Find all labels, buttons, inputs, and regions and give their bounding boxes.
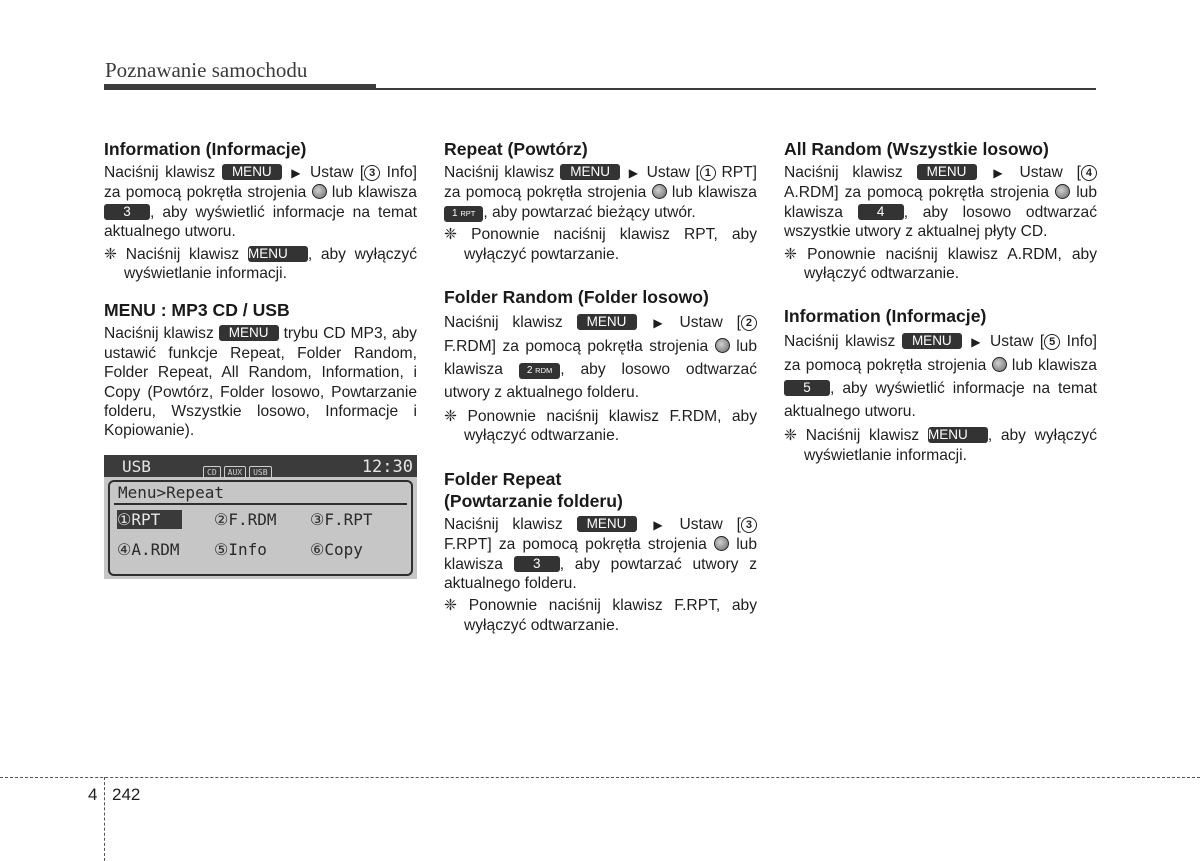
section-folder-random — [444, 286, 757, 446]
circled-number-icon: 3 — [364, 165, 380, 181]
menu-key: MENU — [222, 164, 282, 180]
tuning-knob-icon — [715, 338, 730, 353]
menu-key: MENU — [902, 333, 962, 349]
screen-option-rpt: ①RPT — [117, 510, 182, 529]
section-body: Naciśnij klawisz MENU ▶ Ustaw [ 2 F.RDM] za pomocą pokrętła strojenia lub klawisza 2 RDM , aby losowo odtwarzać utwory z aktualnego folderu. — [444, 314, 758, 402]
footer-dashed-rule — [0, 777, 1200, 778]
note: ❈ Naciśnij klawisz MENU , aby wyłączyć wyświetlanie informacji. — [104, 245, 417, 283]
circled-number-icon: 4 — [1081, 165, 1097, 181]
key-1-rpt: 1 RPT — [444, 206, 483, 222]
section-title: Information (Informacje) — [784, 306, 987, 327]
section-repeat — [444, 138, 757, 264]
section-folder-repeat — [444, 468, 757, 635]
circled-number-icon: 2 — [741, 315, 757, 331]
arrow-right-icon: ▶ — [653, 316, 663, 331]
section-title: Folder Random (Folder losowo) — [444, 287, 709, 308]
arrow-right-icon: ▶ — [653, 517, 663, 532]
section-information — [784, 305, 1097, 465]
section-body: Naciśnij klawisz MENU trybu CD MP3, aby ustawić funkcje Repeat, Folder Random, Folder Repeat, All Random, Information, i Copy (Powtórz, Folder losowo, Powtarzanie folderu, Wszystkie losowo, Informacje i Kopiowanie). — [104, 325, 417, 440]
badge-usb: USB — [249, 466, 271, 479]
section-body: Naciśnij klawisz MENU ▶ Ustaw [ 3 Info] za pomocą pokrętła strojenia lub klawisza 3 , aby wyświetlić informacje na temat aktualnego utworu. — [104, 164, 417, 241]
screen-menu-heading: Menu>Repeat — [118, 483, 224, 502]
menu-key: MENU — [248, 246, 308, 262]
section-title: Information (Informacje) — [104, 139, 307, 159]
note: ❈ Ponownie naciśnij klawisz A.RDM, aby wyłączyć odtwarzanie. — [784, 245, 1097, 283]
menu-key: MENU — [917, 164, 977, 180]
section-menu-mp3 — [104, 299, 417, 440]
column-1 — [104, 138, 417, 441]
circled-number-icon: 5 — [1044, 334, 1060, 350]
tuning-knob-icon — [1055, 184, 1070, 199]
note: ❈ Ponownie naciśnij klawisz RPT, aby wyłączyć powtarzanie. — [444, 226, 757, 263]
arrow-right-icon: ▶ — [291, 166, 301, 180]
screen-mode: USB — [122, 457, 151, 476]
menu-key: MENU — [577, 516, 637, 532]
key-3: 3 — [514, 556, 560, 572]
circled-number-icon: 1 — [700, 165, 716, 181]
section-body: Naciśnij klawisz MENU ▶ Ustaw [ 5 Info] za pomocą pokrętła strojenia lub klawisza 5 , aby wyświetlić informacje na temat aktualnego utworu. — [784, 333, 1097, 421]
menu-key: MENU — [928, 427, 988, 443]
section-title: (Powtarzanie folderu) — [444, 490, 623, 511]
key-2-rdm: 2 RDM — [519, 363, 560, 379]
key-4: 4 — [858, 204, 904, 220]
note: ❈ Ponownie naciśnij klawisz F.RPT, aby wyłączyć odtwarzanie. — [444, 597, 757, 634]
screen-option-frdm: ②F.RDM — [214, 510, 277, 529]
screen-badges — [203, 460, 275, 479]
section-information — [104, 138, 417, 283]
arrow-right-icon: ▶ — [628, 166, 638, 180]
screen-divider — [114, 503, 407, 505]
screen-option-frpt: ③F.RPT — [310, 510, 373, 529]
note: ❈ Naciśnij klawisz MENU , aby wyłączyć wyświetlanie informacji. — [784, 427, 1097, 464]
column-3 — [784, 138, 1097, 465]
section-body: Naciśnij klawisz MENU ▶ Ustaw [ 4 A.RDM] za pomocą pokrętła strojenia lub klawisza 4 , aby losowo odtwarzać wszystkie utwory z aktualnej płyty CD. — [784, 164, 1097, 241]
screen-option-info: ⑤Info — [214, 540, 267, 559]
column-2 — [444, 138, 757, 635]
section-all-random — [784, 138, 1097, 283]
section-title: MENU : MP3 CD / USB — [104, 300, 290, 321]
key-3: 3 — [104, 204, 150, 220]
tuning-knob-icon — [992, 357, 1007, 372]
section-body: Naciśnij klawisz MENU ▶ Ustaw [ 3 F.RPT] za pomocą pokrętła strojenia lub klawisza 3 , aby powtarzać utwory z aktualnego folderu. — [444, 515, 757, 593]
arrow-right-icon: ▶ — [993, 166, 1003, 180]
section-body: Naciśnij klawisz MENU ▶ Ustaw [ 1 RPT] za pomocą pokrętła strojenia lub klawisza 1 RPT , aby powtarzać bieżący utwór. — [444, 164, 758, 221]
circled-number-icon: 3 — [741, 517, 757, 533]
section-title: All Random (Wszystkie losowo) — [784, 139, 1049, 159]
menu-key: MENU — [560, 164, 620, 180]
page-number: 242 — [112, 785, 141, 804]
note: ❈ Ponownie naciśnij klawisz F.RDM, aby wyłączyć odtwarzanie. — [444, 408, 757, 445]
arrow-right-icon: ▶ — [971, 335, 981, 350]
header-rule-thin — [376, 88, 1096, 90]
lcd-screen — [104, 455, 417, 579]
screen-option-copy: ⑥Copy — [310, 540, 363, 559]
menu-key: MENU — [577, 314, 637, 330]
footer-vertical-rule — [104, 777, 105, 861]
header-rule-thick — [104, 84, 376, 90]
key-5: 5 — [784, 380, 830, 396]
menu-key: MENU — [219, 325, 279, 341]
screen-clock: 12:30 — [361, 457, 413, 477]
tuning-knob-icon — [714, 536, 729, 551]
tuning-knob-icon — [312, 184, 327, 199]
section-title: Repeat (Powtórz) — [444, 139, 588, 159]
screen-option-ardm: ④A.RDM — [117, 540, 180, 559]
chapter-number: 4 — [88, 785, 98, 804]
section-title: Folder Repeat — [444, 468, 562, 489]
badge-cd: CD — [203, 466, 221, 479]
page-header-title: Poznawanie samochodu — [105, 58, 308, 82]
badge-aux: AUX — [224, 466, 246, 479]
screen-menu-panel — [108, 480, 413, 576]
tuning-knob-icon — [652, 184, 667, 199]
